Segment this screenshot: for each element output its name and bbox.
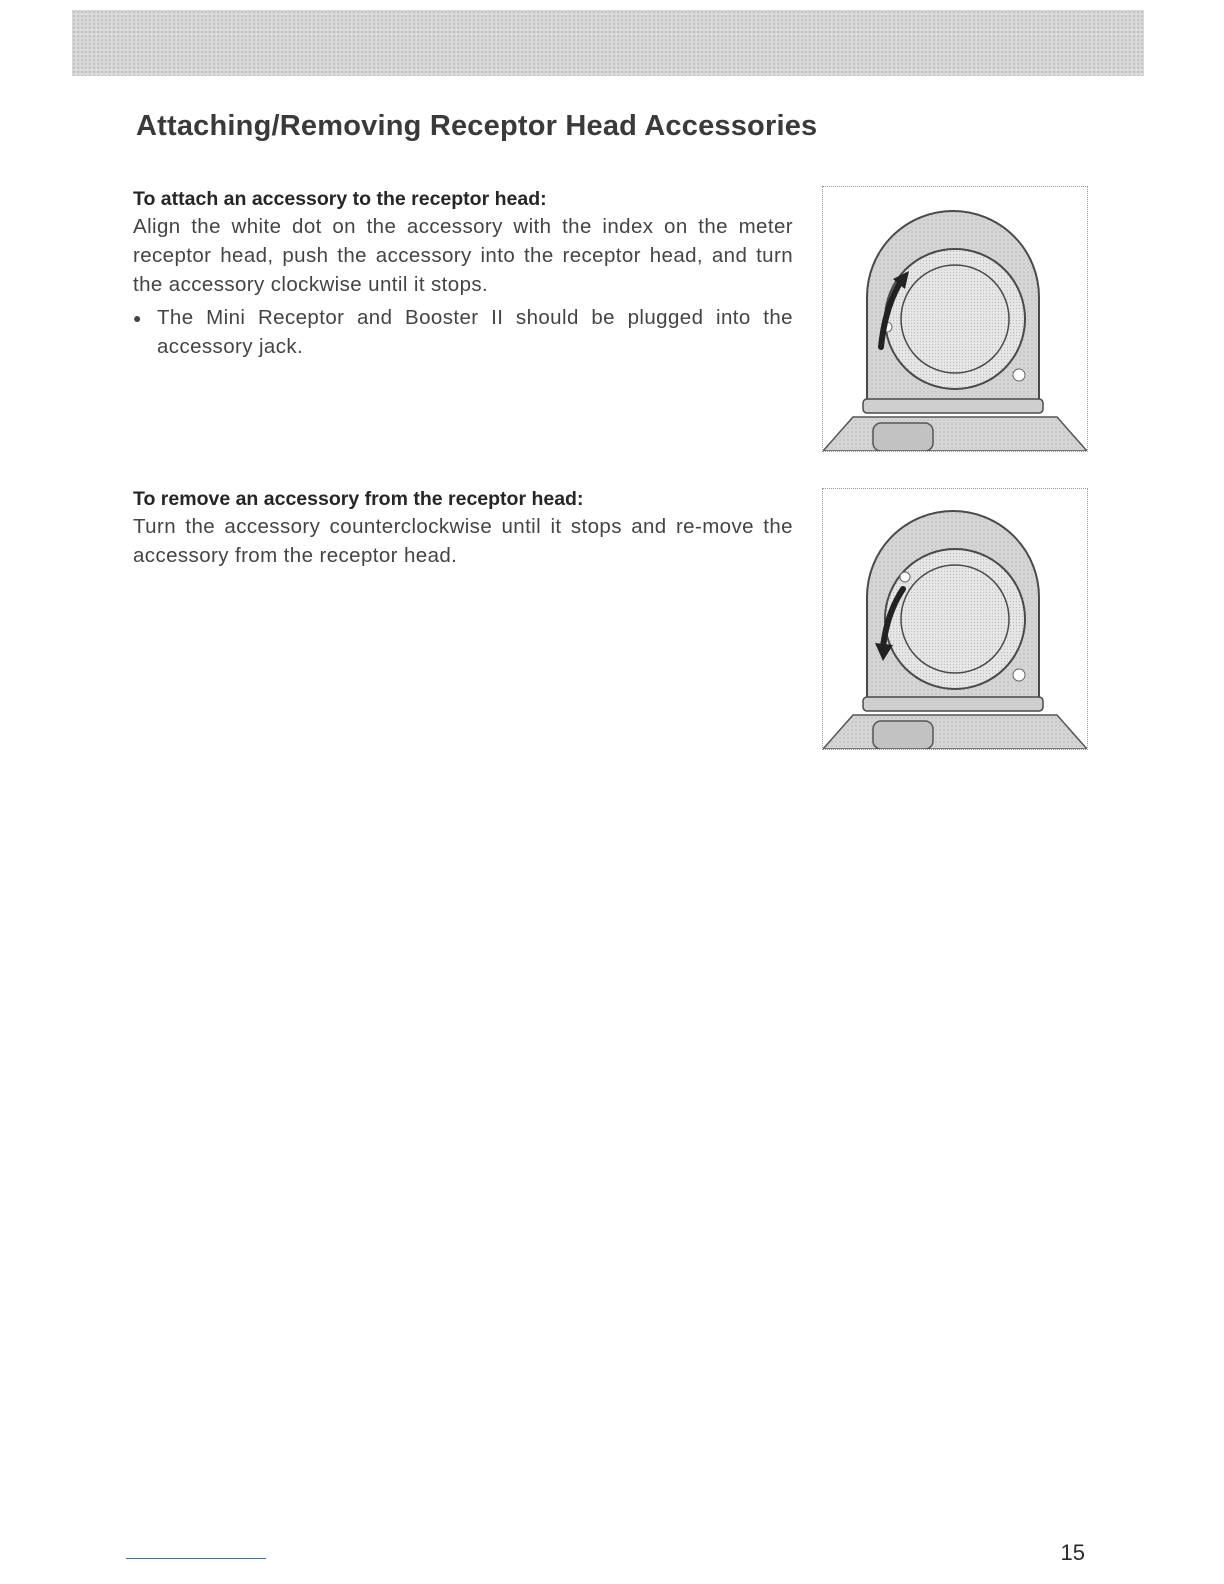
attach-note-text: The Mini Receptor and Booster II should be plugged into the accessory jack. [157,306,793,358]
footer-rule [126,1558,266,1559]
receptor-head-counterclockwise-icon [823,489,1087,749]
attach-illustration [822,186,1088,452]
page-number: 15 [1060,1540,1085,1565]
header-band [72,10,1144,76]
remove-heading: To remove an accessory from the receptor head: [133,488,584,510]
receptor-head-clockwise-icon [823,187,1087,451]
remove-illustration [822,488,1088,750]
attach-note [133,303,793,361]
attach-instructions: Align the white dot on the accessory with the index on the meter receptor head, push the accessory into the receptor head, and turn the accessory clockwise until it stops. [133,215,793,296]
bullet-icon: ● [133,310,142,326]
attach-heading: To attach an accessory to the receptor head: [133,188,547,210]
remove-instructions: Turn the accessory counterclockwise until it stops and re-move the accessory from the receptor head. [133,515,793,567]
attach-section [133,186,793,361]
remove-section [133,486,793,570]
page-title: Attaching/Removing Receptor Head Accessories [136,110,818,142]
